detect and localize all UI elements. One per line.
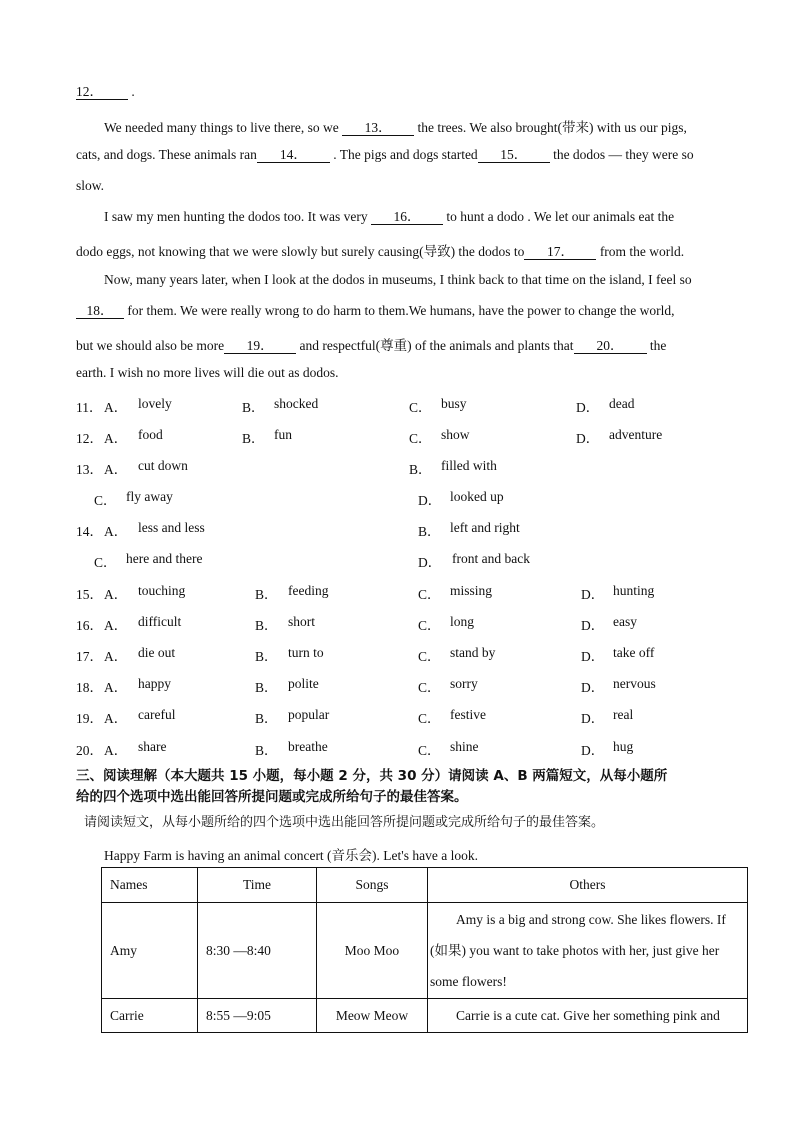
text: from the world. — [599, 244, 685, 259]
option-a[interactable]: lovely — [138, 396, 172, 411]
cloze-p3-line4: earth. I wish no more lives will die out as dodos. — [76, 365, 339, 380]
option-label: B． — [242, 431, 265, 446]
question-number: 16． — [76, 618, 103, 633]
text: dodo eggs, not knowing that we were slowly but surely causing(导致) the dodos to — [76, 244, 525, 259]
option-a[interactable]: touching — [138, 583, 186, 598]
blank-19[interactable]: 19． — [224, 339, 296, 354]
header-names: Names — [102, 868, 198, 903]
cloze-p2-line1 — [104, 209, 674, 225]
text: We needed many things to live there, so we — [104, 120, 339, 135]
blank-15[interactable]: 15． — [478, 148, 550, 163]
question-11 — [76, 396, 776, 414]
option-label: C． — [418, 649, 441, 664]
question-number: 11． — [76, 400, 103, 415]
option-label: B． — [255, 618, 278, 633]
option-label: B． — [255, 711, 278, 726]
question-13-row2 — [76, 489, 776, 507]
cloze-line-12: 12． . — [76, 84, 135, 99]
text: I saw my men hunting the dodos too. It was very — [104, 209, 368, 224]
cloze-p3-line1: Now, many years later, when I look at the dodos in museums, I think back to that time on the island, I feel so — [104, 272, 692, 287]
blank-20[interactable]: 20． — [574, 339, 647, 354]
option-b[interactable]: fun — [274, 427, 292, 442]
section-instruction: 请阅读短文，从每小题所给的四个选项中选出能回答所提问题或完成所给句子的最佳答案。 — [84, 815, 605, 830]
cell-time: 8:30 —8:40 — [198, 903, 317, 999]
option-label: D． — [576, 400, 600, 415]
option-c[interactable]: fly away — [126, 489, 173, 504]
option-label: D． — [418, 555, 442, 570]
option-b[interactable]: short — [288, 614, 315, 629]
cloze-p2-line2 — [76, 240, 684, 260]
option-c[interactable]: show — [441, 427, 470, 442]
text: to hunt a dodo . We let our animals eat the — [446, 209, 675, 224]
option-c[interactable]: stand by — [450, 645, 496, 660]
question-16 — [76, 614, 776, 632]
others-line: (如果) you want to take photos with her, just give her — [430, 943, 720, 958]
blank-16[interactable]: 16． — [371, 210, 443, 225]
cell-song: Meow Meow — [317, 999, 428, 1033]
blank-12[interactable]: 12． — [76, 85, 128, 100]
option-c[interactable]: festive — [450, 707, 486, 722]
cell-song: Moo Moo — [317, 903, 428, 999]
text: the — [649, 338, 667, 353]
option-label: B． — [255, 680, 278, 695]
option-label: B． — [409, 462, 432, 477]
option-label: D． — [581, 680, 605, 695]
question-12 — [76, 427, 776, 445]
blank-13[interactable]: 13． — [342, 121, 414, 136]
option-a[interactable]: difficult — [138, 614, 182, 629]
option-b[interactable]: popular — [288, 707, 330, 722]
option-label: C． — [94, 493, 117, 508]
option-label: A． — [104, 587, 128, 602]
option-d[interactable]: nervous — [613, 676, 656, 691]
blank-17[interactable]: 17． — [524, 245, 596, 260]
option-label: B． — [242, 400, 265, 415]
cell-others — [428, 903, 748, 999]
option-b[interactable]: feeding — [288, 583, 329, 598]
cell-others: Carrie is a cute cat. Give her something pink and — [428, 999, 748, 1033]
option-label: D． — [581, 743, 605, 758]
option-label: A． — [104, 618, 128, 633]
option-label: A． — [104, 649, 128, 664]
option-label: C． — [418, 711, 441, 726]
text: and respectful(尊重) of the animals and plants that — [299, 338, 574, 353]
option-d[interactable]: front and back — [452, 551, 530, 566]
option-label: D． — [581, 587, 605, 602]
question-number: 17． — [76, 649, 103, 664]
option-label: A． — [104, 462, 128, 477]
option-label: A． — [104, 524, 128, 539]
option-label: C． — [418, 680, 441, 695]
option-label: C． — [418, 618, 441, 633]
option-a[interactable]: die out — [138, 645, 176, 660]
option-b[interactable]: shocked — [274, 396, 319, 411]
passage-intro: Happy Farm is having an animal concert (音乐会). Let's have a look. — [104, 848, 478, 863]
option-b[interactable]: left and right — [450, 520, 520, 535]
option-label: C． — [409, 400, 432, 415]
table-header-row — [102, 868, 748, 903]
question-number: 13． — [76, 462, 103, 477]
question-14-row2 — [76, 551, 776, 569]
option-d[interactable]: adventure — [609, 427, 663, 442]
table-row — [102, 999, 748, 1033]
option-a[interactable]: food — [138, 427, 163, 442]
cell-time: 8:55 —9:05 — [198, 999, 317, 1033]
text: the dodos — they were so — [553, 147, 694, 162]
question-14-row1 — [76, 520, 776, 538]
blank-18[interactable]: 18． — [76, 304, 124, 319]
option-b[interactable]: polite — [288, 676, 319, 691]
text: but we should also be more — [76, 338, 225, 353]
blank-14[interactable]: 14． — [257, 148, 330, 163]
cloze-p1-line1 — [104, 116, 687, 136]
option-a[interactable]: happy — [138, 676, 171, 691]
option-label: A． — [104, 743, 128, 758]
option-a[interactable]: share — [138, 739, 167, 754]
option-c[interactable]: here and there — [126, 551, 203, 566]
cloze-p3-line2 — [76, 303, 675, 319]
option-label: C． — [418, 743, 441, 758]
cloze-p1-line3: slow. — [76, 178, 105, 193]
question-number: 18． — [76, 680, 103, 695]
option-label: D． — [576, 431, 600, 446]
section-heading-line2: 给的四个选项中选出能回答所提问题或完成所给句子的最佳答案。 — [76, 789, 468, 805]
option-c[interactable]: long — [450, 614, 475, 629]
option-label: B． — [418, 524, 441, 539]
text: the trees. We also brought(带来) with us our pigs, — [417, 120, 687, 135]
question-20 — [76, 739, 776, 757]
option-c[interactable]: missing — [450, 583, 493, 598]
option-label: D． — [581, 618, 605, 633]
question-15 — [76, 583, 776, 601]
others-line: Amy is a big and strong cow. She likes flowers. If — [456, 912, 726, 927]
header-time: Time — [198, 868, 317, 903]
option-d[interactable]: looked up — [450, 489, 504, 504]
others-line: some flowers! — [430, 974, 507, 989]
option-d[interactable]: take off — [613, 645, 655, 660]
option-d[interactable]: hug — [613, 739, 634, 754]
table-row — [102, 903, 748, 999]
option-label: C． — [418, 587, 441, 602]
option-d[interactable]: easy — [613, 614, 637, 629]
text: cats, and dogs. These animals ran — [76, 147, 257, 162]
cloze-p3-line3 — [76, 334, 666, 354]
question-number: 19． — [76, 711, 103, 726]
option-label: A． — [104, 431, 128, 446]
concert-table — [101, 867, 748, 1033]
question-13-row1 — [76, 458, 776, 476]
question-17 — [76, 645, 776, 663]
cell-name: Amy — [102, 903, 198, 999]
section-heading-line1: 三、阅读理解（本大题共 15 小题，每小题 2 分，共 30 分）请阅读 A、B 两篇短文，从每小题所 — [76, 768, 668, 784]
option-label: C． — [94, 555, 117, 570]
question-19 — [76, 707, 776, 725]
question-number: 15． — [76, 587, 103, 602]
cell-name: Carrie — [102, 999, 198, 1033]
header-songs: Songs — [317, 868, 428, 903]
option-a[interactable]: careful — [138, 707, 176, 722]
option-b[interactable]: breathe — [288, 739, 328, 754]
option-b[interactable]: turn to — [288, 645, 324, 660]
option-c[interactable]: shine — [450, 739, 479, 754]
option-label: A． — [104, 400, 128, 415]
option-c[interactable]: busy — [441, 396, 467, 411]
option-label: D． — [418, 493, 442, 508]
option-a[interactable]: cut down — [138, 458, 188, 473]
option-label: B． — [255, 649, 278, 664]
option-d[interactable]: hunting — [613, 583, 655, 598]
header-others: Others — [428, 868, 748, 903]
option-label: D． — [581, 649, 605, 664]
option-d[interactable]: real — [613, 707, 634, 722]
question-number: 12． — [76, 431, 103, 446]
question-number: 14． — [76, 524, 103, 539]
question-18 — [76, 676, 776, 694]
option-label: A． — [104, 711, 128, 726]
option-label: A． — [104, 680, 128, 695]
option-a[interactable]: less and less — [138, 520, 205, 535]
option-label: D． — [581, 711, 605, 726]
option-d[interactable]: dead — [609, 396, 635, 411]
option-b[interactable]: filled with — [441, 458, 497, 473]
text: for them. We were really wrong to do harm to them.We humans, have the power to change the world, — [127, 303, 675, 318]
cloze-p1-line2 — [76, 147, 694, 163]
option-label: C． — [409, 431, 432, 446]
question-number: 20． — [76, 743, 103, 758]
option-label: B． — [255, 587, 278, 602]
option-label: B． — [255, 743, 278, 758]
text: . The pigs and dogs started — [333, 147, 478, 162]
option-c[interactable]: sorry — [450, 676, 478, 691]
